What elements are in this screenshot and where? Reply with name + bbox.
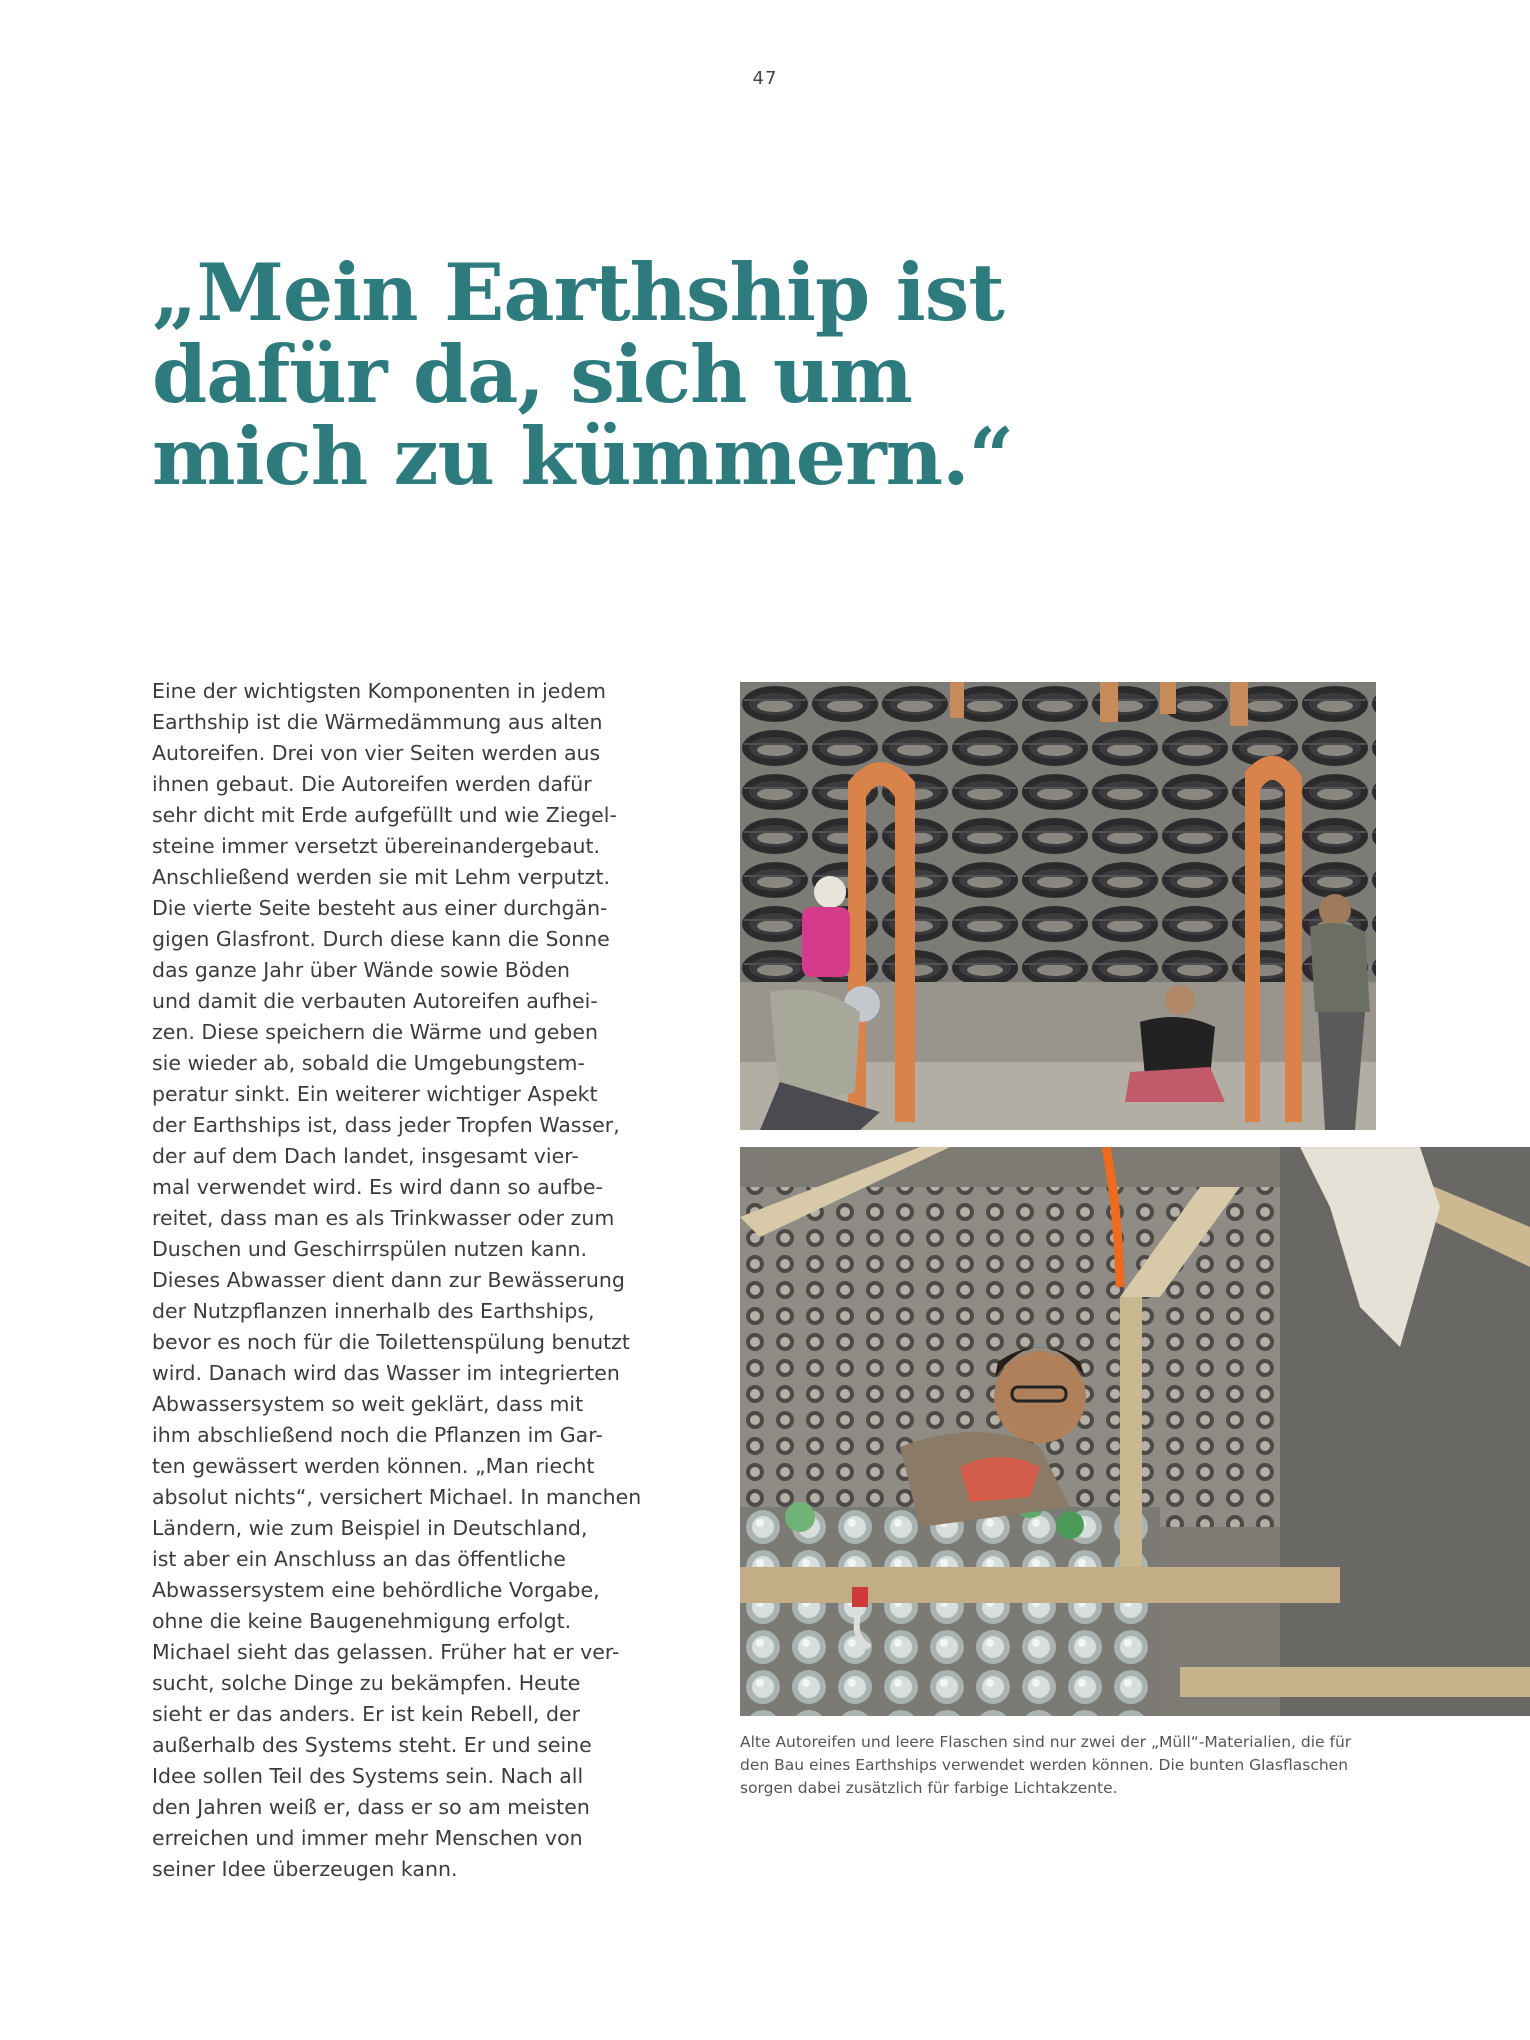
- photo-bottle-wall: [740, 1147, 1530, 1716]
- body-line: absolut nichts“, versichert Michael. In manchen: [152, 1485, 642, 1509]
- body-line: reitet, dass man es als Trinkwasser oder zum: [152, 1206, 615, 1230]
- body-line: steine immer versetzt übereinandergebaut.: [152, 834, 601, 858]
- headline-quote: [152, 246, 1072, 503]
- body-line: außerhalb des Systems steht. Er und seine: [152, 1733, 592, 1757]
- body-line: Die vierte Seite besteht aus einer durchgän-: [152, 896, 608, 920]
- caption-line: sorgen dabei zusätzlich für farbige Lichtakzente.: [740, 1779, 1118, 1797]
- body-line: das ganze Jahr über Wände sowie Böden: [152, 958, 571, 982]
- headline-line-3: mich zu kümmern.“: [152, 410, 1014, 503]
- body-line: ohne die keine Baugenehmigung erfolgt.: [152, 1609, 572, 1633]
- body-line: ist aber ein Anschluss an das öffentliche: [152, 1547, 566, 1571]
- body-line: Autoreifen. Drei von vier Seiten werden aus: [152, 741, 601, 765]
- headline-line-1: „Mein Earthship ist: [152, 246, 1004, 339]
- body-line: Earthship ist die Wärmedämmung aus alten: [152, 710, 603, 734]
- body-line: der Earthships ist, dass jeder Tropfen Wasser,: [152, 1113, 620, 1137]
- body-line: mal verwendet wird. Es wird dann so aufbe-: [152, 1175, 603, 1199]
- body-line: gigen Glasfront. Durch diese kann die Sonne: [152, 927, 610, 951]
- body-line: Abwassersystem so weit geklärt, dass mit: [152, 1392, 584, 1416]
- body-line: ihm abschließend noch die Pflanzen im Gar-: [152, 1423, 603, 1447]
- caption-line: Alte Autoreifen und leere Flaschen sind nur zwei der „Müll“-Materialien, die für: [740, 1733, 1352, 1751]
- photo-bottle-wall-illustration: [740, 1147, 1530, 1716]
- body-line: Ländern, wie zum Beispiel in Deutschland,: [152, 1516, 588, 1540]
- body-line: wird. Danach wird das Wasser im integrierten: [152, 1361, 620, 1385]
- body-line: der Nutzpflanzen innerhalb des Earthships,: [152, 1299, 595, 1323]
- body-line: bevor es noch für die Toilettenspülung benutzt: [152, 1330, 630, 1354]
- body-text: [152, 676, 642, 1885]
- page-number: 47: [752, 68, 778, 89]
- body-line: und damit die verbauten Autoreifen aufhei-: [152, 989, 598, 1013]
- photo-tire-wall: [740, 682, 1376, 1130]
- body-line: den Jahren weiß er, dass er so am meisten: [152, 1795, 590, 1819]
- body-line: seiner Idee überzeugen kann.: [152, 1857, 458, 1881]
- body-line: Idee sollen Teil des Systems sein. Nach all: [152, 1764, 584, 1788]
- body-line: der auf dem Dach landet, insgesamt vier-: [152, 1144, 579, 1168]
- body-line: sieht er das anders. Er ist kein Rebell, der: [152, 1702, 581, 1726]
- headline-line-2: dafür da, sich um: [152, 328, 912, 421]
- body-line: sehr dicht mit Erde aufgefüllt und wie Ziegel-: [152, 803, 617, 827]
- photo-caption: [740, 1731, 1400, 1800]
- body-line: sie wieder ab, sobald die Umgebungstem-: [152, 1051, 585, 1075]
- body-line: Eine der wichtigsten Komponenten in jedem: [152, 679, 607, 703]
- caption-line: den Bau eines Earthships verwendet werden können. Die bunten Glasflaschen: [740, 1756, 1349, 1774]
- body-line: Abwassersystem eine behördliche Vorgabe,: [152, 1578, 600, 1602]
- photo-tire-wall-illustration: [740, 682, 1376, 1130]
- body-line: peratur sinkt. Ein weiterer wichtiger Aspekt: [152, 1082, 598, 1106]
- body-line: Dieses Abwasser dient dann zur Bewässerung: [152, 1268, 625, 1292]
- body-line: sucht, solche Dinge zu bekämpfen. Heute: [152, 1671, 581, 1695]
- body-line: erreichen und immer mehr Menschen von: [152, 1826, 583, 1850]
- body-line: Michael sieht das gelassen. Früher hat er ver-: [152, 1640, 620, 1664]
- body-line: Duschen und Geschirrspülen nutzen kann.: [152, 1237, 587, 1261]
- body-line: ihnen gebaut. Die Autoreifen werden dafür: [152, 772, 592, 796]
- body-line: zen. Diese speichern die Wärme und geben: [152, 1020, 599, 1044]
- body-line: ten gewässert werden können. „Man riecht: [152, 1454, 595, 1478]
- body-line: Anschließend werden sie mit Lehm verputzt.: [152, 865, 610, 889]
